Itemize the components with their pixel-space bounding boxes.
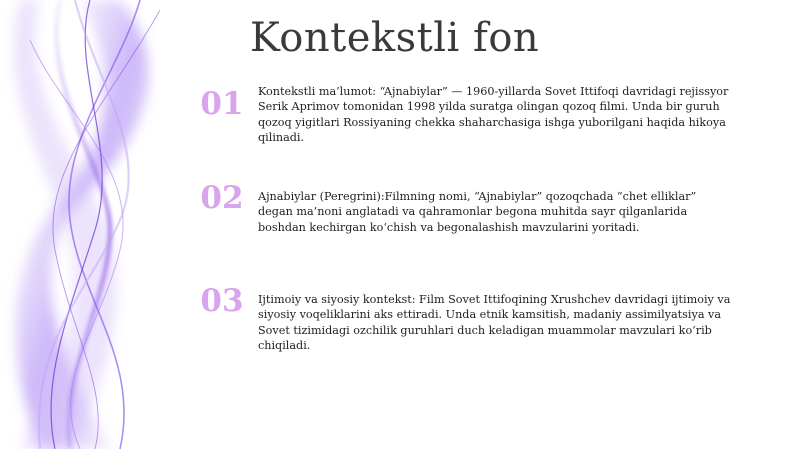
slide-title: Kontekstli fon (250, 15, 540, 61)
decorative-wave-image (0, 0, 210, 449)
item-number-03: 03 (200, 283, 244, 319)
item-text-03: Ijtimoiy va siyosiy kontekst: Film Sovet Ittifoqining Xrushchev davridagi ijtimoiy va siyosiy voqeliklarini aks ettiradi. Unda etnik kamsitish, madaniy assimilyatsiya va Sovet tizimidagi ozchilik guruhlari duch keladigan muammolar mavzulari ko‘rib chiqiladi. (258, 293, 731, 353)
item-number-02: 02 (200, 180, 244, 216)
item-text-02: Ajnabiylar (Peregrini):Filmning nomi, “Ajnabiylar” qozoqchada “chet elliklar” degan ma’noni anglatadi va qahramonlar begona muhitda sayr qilganlarida boshdan kechirgan ko‘chish va begonalashish mavzularini yoritadi. (258, 190, 697, 234)
item-number-01: 01 (200, 86, 244, 122)
item-text-01: Kontekstli ma’lumot: “Ajnabiylar” — 1960-yillarda Sovet Ittifoqi davridagi rejissyor Serik Aprimov tomonidan 1998 yilda suratga olingan qozoq filmi. Unda bir guruh qozoq yigitlari Rossiyaning chekka shaharchasiga ishga yuborilgani haqida hikoya qilinadi. (258, 85, 729, 145)
